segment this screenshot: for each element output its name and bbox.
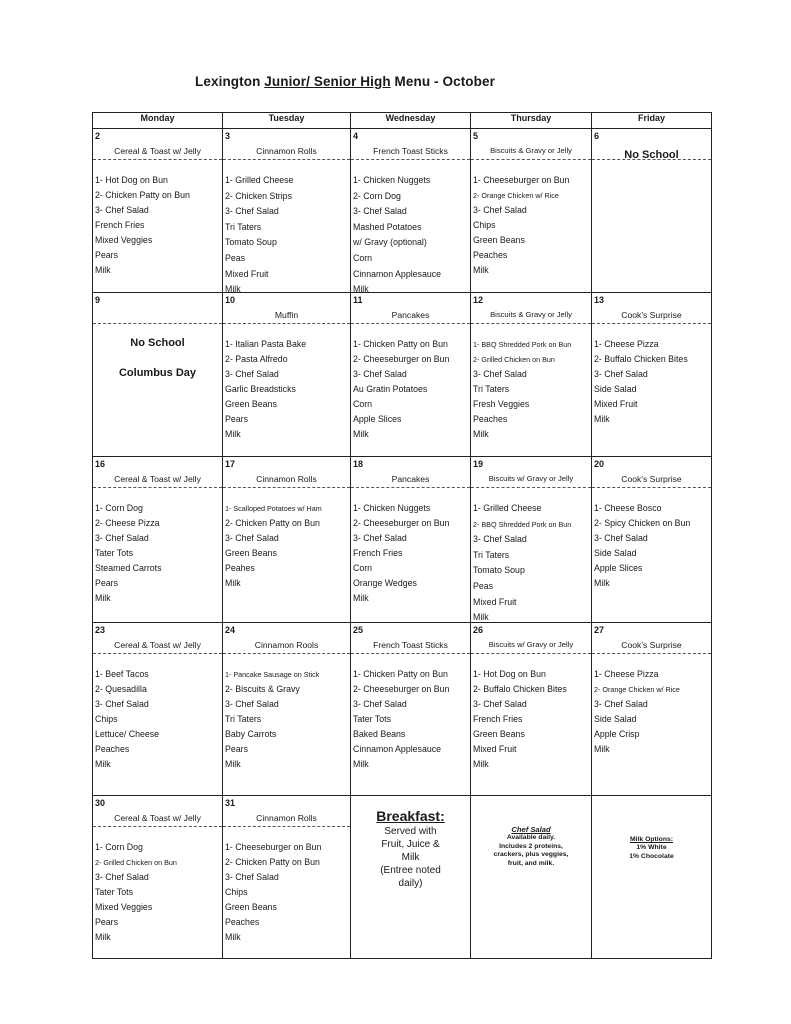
breakfast-entree: Muffin (223, 307, 350, 324)
menu-item: 3- Chef Salad (473, 534, 527, 545)
day-number: 24 (225, 625, 236, 635)
menu-item: Fresh Veggies (473, 399, 530, 409)
menu-item: Milk (225, 759, 241, 769)
menu-item: Milk (473, 265, 489, 275)
week-row (93, 623, 712, 796)
lunch-menu-list (473, 501, 590, 623)
menu-item: Tater Tots (95, 887, 133, 897)
lunch-menu-list (225, 501, 349, 591)
menu-item: Milk (594, 414, 610, 424)
menu-item: 2- Chicken Strips (225, 190, 292, 201)
breakfast-entree: Cinnamon Rolls (223, 143, 350, 160)
day-cell (223, 457, 351, 623)
lunch-menu-list (225, 667, 349, 772)
menu-item: Green Beans (225, 399, 277, 409)
breakfast-entree: Cereal & Toast w/ Jelly (93, 637, 222, 654)
menu-item: Tomato Soup (473, 565, 525, 576)
menu-item: Mixed Fruit (473, 596, 517, 607)
menu-item: 3- Chef Salad (95, 533, 149, 543)
menu-item: 3- Chef Salad (225, 533, 279, 543)
lunch-menu-list (225, 173, 349, 293)
breakfast-entree: Cinnamon Rolls (223, 810, 350, 827)
menu-item: 2- Grilled Chicken on Bun (473, 355, 555, 364)
menu-item: Milk (473, 429, 489, 439)
menu-item: 2- Cheese Pizza (95, 518, 160, 528)
day-number: 11 (353, 295, 363, 305)
menu-item: 1- Cheeseburger on Bun (473, 175, 570, 185)
chef-salad-note (471, 826, 591, 868)
menu-item: Garlic Breadsticks (225, 384, 296, 394)
menu-item: Tater Tots (95, 548, 133, 558)
menu-item: Green Beans (225, 548, 277, 558)
day-cell (471, 129, 592, 293)
lunch-menu-list (225, 840, 349, 945)
day-cell (223, 129, 351, 293)
menu-item: Tomato Soup (225, 237, 277, 248)
lunch-menu-list (353, 173, 469, 293)
day-cell (471, 623, 592, 796)
day-cell (93, 623, 223, 796)
menu-item: Corn (353, 563, 373, 573)
day-number: 3 (225, 131, 231, 141)
menu-item: Tater Tots (353, 714, 391, 724)
menu-calendar (92, 112, 712, 959)
menu-item: Apple Slices (353, 414, 402, 424)
breakfast-entree: Pancakes (351, 307, 470, 324)
day-number: 18 (353, 459, 364, 469)
menu-item: Green Beans (473, 729, 525, 739)
day-cell (351, 293, 471, 457)
day-cell (592, 623, 712, 796)
menu-item: 1- BBQ Shredded Pork on Bun (473, 340, 572, 349)
menu-item: French Fries (95, 220, 145, 230)
menu-item: 3- Chef Salad (225, 699, 279, 709)
menu-item: 3- Chef Salad (95, 699, 149, 709)
page-title (0, 74, 690, 89)
menu-item: Milk (95, 932, 111, 942)
menu-item: Pears (225, 744, 248, 754)
breakfast-entree: Cereal & Toast w/ Jelly (93, 810, 222, 827)
menu-item: Pears (95, 578, 118, 588)
menu-item: 3- Chef Salad (594, 699, 648, 709)
menu-item: 1- Beef Tacos (95, 669, 149, 679)
menu-item: 1- Cheese Bosco (594, 503, 662, 513)
day-cell (592, 293, 712, 457)
day-number: 20 (594, 459, 605, 469)
menu-item: Baked Beans (353, 729, 406, 739)
breakfast-entree: Cinnamon Rools (223, 637, 350, 654)
menu-item: Pears (95, 250, 118, 260)
menu-item: Lettuce/ Cheese (95, 729, 160, 739)
title-suffix: Menu - October (390, 74, 495, 89)
menu-item: Pears (225, 414, 248, 424)
week-row (93, 457, 712, 623)
weekday-header: Friday (592, 113, 712, 129)
menu-item: Mashed Potatoes (353, 221, 422, 232)
day-number: 12 (473, 295, 484, 305)
lunch-menu-list (473, 337, 590, 442)
menu-item: 3- Chef Salad (353, 369, 407, 379)
weekday-header-row (93, 113, 712, 129)
breakfast-entree: Pancakes (351, 471, 470, 488)
title-prefix: Lexington (195, 74, 265, 89)
menu-item: 3- Chef Salad (95, 205, 149, 215)
menu-item: Corn (353, 399, 373, 409)
day-cell (471, 457, 592, 623)
day-cell (93, 796, 223, 959)
menu-item: Apple Crisp (594, 729, 640, 739)
menu-item: Peas (225, 252, 246, 263)
menu-item: 1- Scalloped Potatoes w/ Ham (225, 504, 322, 513)
menu-item: Mixed Fruit (473, 744, 517, 754)
breakfast-entree: Cinnamon Rolls (223, 471, 350, 488)
menu-item: 1- Italian Pasta Bake (225, 339, 307, 349)
day-number: 6 (594, 131, 600, 141)
lunch-menu-list (594, 501, 710, 591)
menu-item: Milk (353, 284, 369, 293)
menu-item: 3- Chef Salad (594, 369, 648, 379)
day-cell (471, 293, 592, 457)
menu-item: Side Salad (594, 384, 637, 394)
day-number: 31 (225, 798, 236, 808)
breakfast-entree: Cook's Surprise (592, 471, 711, 488)
menu-item: Au Gratin Potatoes (353, 384, 428, 394)
menu-item: Mixed Fruit (225, 268, 269, 279)
menu-item: 2- Chicken Patty on Bun (225, 518, 320, 528)
menu-item: Milk (225, 284, 241, 293)
lunch-menu-list (473, 667, 590, 772)
breakfast-note (351, 810, 470, 890)
holiday-label: Columbus Day (118, 367, 196, 379)
menu-item: 1- Chicken Patty on Bun (353, 339, 448, 349)
week-row (93, 796, 712, 959)
breakfast-entree: Biscuits & Gravy or Jelly (471, 143, 591, 160)
menu-item: 1- Chicken Nuggets (353, 175, 431, 185)
menu-item: Milk (473, 612, 489, 623)
menu-item: 3- Chef Salad (473, 205, 527, 215)
menu-item: 2- Orange Chicken w/ Rice (594, 685, 680, 694)
milk-options-heading: Milk Options: (629, 836, 674, 843)
lunch-menu-list (225, 337, 349, 442)
week-row (93, 129, 712, 293)
breakfast-entree: Cook's Surprise (592, 637, 711, 654)
weekday-header: Monday (93, 113, 223, 129)
menu-item: 2- Buffalo Chicken Bites (594, 354, 688, 364)
menu-item: Steamed Carrots (95, 563, 162, 573)
day-cell (223, 796, 351, 959)
menu-item: Milk (353, 759, 369, 769)
milk-option: 1% White (636, 844, 667, 852)
breakfast-entree: Cereal & Toast w/ Jelly (93, 143, 222, 160)
weekday-header: Tuesday (223, 113, 351, 129)
menu-item: Milk (473, 759, 489, 769)
menu-item: 1- Corn Dog (95, 503, 143, 513)
day-cell (351, 796, 471, 959)
chef-salad-note-line: Available daily. (506, 834, 556, 842)
menu-item: 2- Orange Chicken w/ Rice (473, 191, 559, 200)
menu-item: 3- Chef Salad (473, 369, 527, 379)
chef-salad-note-line: Includes 2 proteins, (499, 842, 563, 850)
day-number: 17 (225, 459, 236, 469)
menu-item: Milk (95, 759, 111, 769)
menu-item: 1- Cheese Pizza (594, 669, 659, 679)
day-number: 10 (225, 295, 236, 305)
menu-item: Cinnamon Applesauce (353, 268, 442, 279)
menu-item: 1- Corn Dog (95, 842, 143, 852)
menu-item: Peaches (473, 250, 508, 260)
day-cell (223, 623, 351, 796)
day-number: 30 (95, 798, 106, 808)
menu-item: Side Salad (594, 714, 637, 724)
menu-item: Peaches (95, 744, 130, 754)
chef-salad-note-line: fruit, and milk. (507, 859, 555, 867)
menu-item: 2- Cheeseburger on Bun (353, 684, 450, 694)
menu-item: 3- Chef Salad (225, 872, 279, 882)
menu-item: Chips (473, 220, 496, 230)
day-cell (93, 293, 223, 457)
lunch-menu-list (594, 337, 710, 427)
breakfast-entree: Biscuits & Gravy or Jelly (471, 307, 591, 324)
lunch-menu-list (95, 840, 221, 945)
menu-item: French Fries (473, 714, 523, 724)
menu-item: Orange Wedges (353, 578, 417, 588)
menu-item: 2- Grilled Chicken on Bun (95, 858, 177, 867)
menu-item: 3- Chef Salad (353, 699, 407, 709)
menu-item: 3- Chef Salad (594, 533, 648, 543)
milk-options-note (592, 836, 711, 861)
menu-item: 1- Grilled Cheese (225, 175, 294, 185)
day-cell (351, 457, 471, 623)
menu-item: Tri Taters (225, 221, 262, 232)
menu-item: Green Beans (225, 902, 277, 912)
menu-item: 2- Corn Dog (353, 190, 401, 201)
breakfast-entree: French Toast Sticks (351, 637, 470, 654)
breakfast-note-heading: Breakfast: (376, 808, 445, 824)
day-cell (351, 623, 471, 796)
menu-item: Side Salad (594, 548, 637, 558)
chef-salad-note-heading: Chef Salad (511, 825, 551, 834)
menu-item: 3- Chef Salad (225, 206, 279, 217)
day-number: 16 (95, 459, 106, 469)
title-school-level: Junior/ Senior High (264, 74, 391, 89)
menu-item: 2- Pasta Alfredo (225, 354, 288, 364)
menu-item: Chips (225, 887, 248, 897)
lunch-menu-list (594, 667, 710, 757)
menu-item: 2- BBQ Shredded Pork on Bun (473, 519, 572, 529)
menu-item: 2- Chicken Patty on Bun (225, 857, 320, 867)
day-number: 5 (473, 131, 479, 141)
day-number: 13 (594, 295, 605, 305)
weekday-header: Wednesday (351, 113, 471, 129)
menu-item: Apple Slices (594, 563, 643, 573)
breakfast-note-line: Served with (384, 826, 437, 837)
day-cell (93, 457, 223, 623)
menu-item: Pears (95, 917, 118, 927)
menu-item: Milk (353, 429, 369, 439)
day-cell (93, 129, 223, 293)
menu-item: Peas (473, 580, 494, 591)
menu-item: Baby Carrots (225, 729, 277, 739)
day-cell (592, 129, 712, 293)
menu-item: 1- Chicken Patty on Bun (353, 669, 448, 679)
menu-item: 1- Pancake Sausage on Stick (225, 670, 320, 679)
menu-item: 1- Chicken Nuggets (353, 503, 431, 513)
menu-item: Milk (353, 593, 369, 603)
menu-item: Mixed Fruit (594, 399, 638, 409)
no-school-label: No School (130, 337, 185, 349)
lunch-menu-list (95, 501, 221, 606)
day-number: 27 (594, 625, 605, 635)
breakfast-entree: French Toast Sticks (351, 143, 470, 160)
day-number: 9 (95, 295, 101, 305)
menu-item: Cinnamon Applesauce (353, 744, 442, 754)
menu-item: Chips (95, 714, 118, 724)
menu-item: French Fries (353, 548, 403, 558)
menu-item: 2- Chicken Patty on Bun (95, 190, 190, 200)
menu-item: Milk (225, 429, 241, 439)
menu-item: Corn (353, 252, 373, 263)
day-number: 2 (95, 131, 101, 141)
breakfast-note-line: Fruit, Juice & (381, 839, 440, 850)
menu-item: Tri Taters (473, 549, 510, 560)
menu-item: Milk (95, 593, 111, 603)
menu-item: 3- Chef Salad (353, 206, 407, 217)
menu-item: Milk (225, 932, 241, 942)
day-number: 25 (353, 625, 364, 635)
menu-item: Tri Taters (473, 384, 510, 394)
lunch-menu-list (353, 667, 469, 772)
menu-item: Peaches (473, 414, 508, 424)
menu-item: 3- Chef Salad (225, 369, 279, 379)
menu-item: 1- Grilled Cheese (473, 503, 542, 513)
menu-item: Milk (594, 744, 610, 754)
breakfast-entree: Cook's Surprise (592, 307, 711, 324)
menu-item: Tri Taters (225, 714, 262, 724)
menu-item: 3- Chef Salad (353, 533, 407, 543)
day-cell (223, 293, 351, 457)
day-cell (592, 796, 712, 959)
day-cell (592, 457, 712, 623)
breakfast-entree (93, 307, 222, 324)
breakfast-note-line: Milk (401, 852, 420, 863)
breakfast-entree: Cereal & Toast w/ Jelly (93, 471, 222, 488)
day-cell (351, 129, 471, 293)
weekday-header: Thursday (471, 113, 592, 129)
menu-item: 1- Hot Dog on Bun (473, 669, 546, 679)
menu-item: Milk (225, 578, 241, 588)
day-cell (471, 796, 592, 959)
lunch-menu-list (353, 337, 469, 442)
menu-item: Milk (95, 265, 111, 275)
menu-item: Milk (594, 578, 610, 588)
breakfast-note-line: daily) (398, 878, 423, 889)
breakfast-entree: Biscuits w/ Gravy or Jelly (471, 471, 591, 488)
menu-item: Peahes (225, 563, 255, 573)
menu-item: 1- Hot Dog on Bun (95, 175, 168, 185)
menu-item: 2- Buffalo Chicken Bites (473, 684, 567, 694)
chef-salad-note-line: crackers, plus veggies, (493, 851, 569, 859)
lunch-menu-list (95, 667, 221, 772)
menu-item: 2- Spicy Chicken on Bun (594, 518, 691, 528)
breakfast-entree: Biscuits w/ Gravy or Jelly (471, 637, 591, 654)
menu-item: 2- Cheeseburger on Bun (353, 518, 450, 528)
day-number: 23 (95, 625, 106, 635)
menu-item: Green Beans (473, 235, 525, 245)
day-number: 26 (473, 625, 484, 635)
day-number: 4 (353, 131, 359, 141)
day-number: 19 (473, 459, 484, 469)
menu-item: 2- Cheeseburger on Bun (353, 354, 450, 364)
no-school-label: No School (624, 149, 679, 161)
menu-item: Peaches (225, 917, 260, 927)
breakfast-note-line: (Entree noted (380, 865, 441, 876)
lunch-menu-list (95, 173, 221, 278)
menu-item: 2- Quesadilla (95, 684, 147, 694)
menu-item: 1- Cheeseburger on Bun (225, 842, 322, 852)
lunch-menu-list (353, 501, 469, 606)
lunch-menu-list (473, 173, 590, 278)
menu-item: 3- Chef Salad (473, 699, 527, 709)
week-row (93, 293, 712, 457)
menu-item: Mixed Veggies (95, 902, 153, 912)
menu-item: 3- Chef Salad (95, 872, 149, 882)
milk-option: 1% Chocolate (629, 852, 674, 860)
menu-item: Mixed Veggies (95, 235, 153, 245)
menu-item: 2- Biscuits & Gravy (225, 684, 300, 694)
menu-item: 1- Cheese Pizza (594, 339, 659, 349)
menu-item: w/ Gravy (optional) (353, 237, 427, 248)
